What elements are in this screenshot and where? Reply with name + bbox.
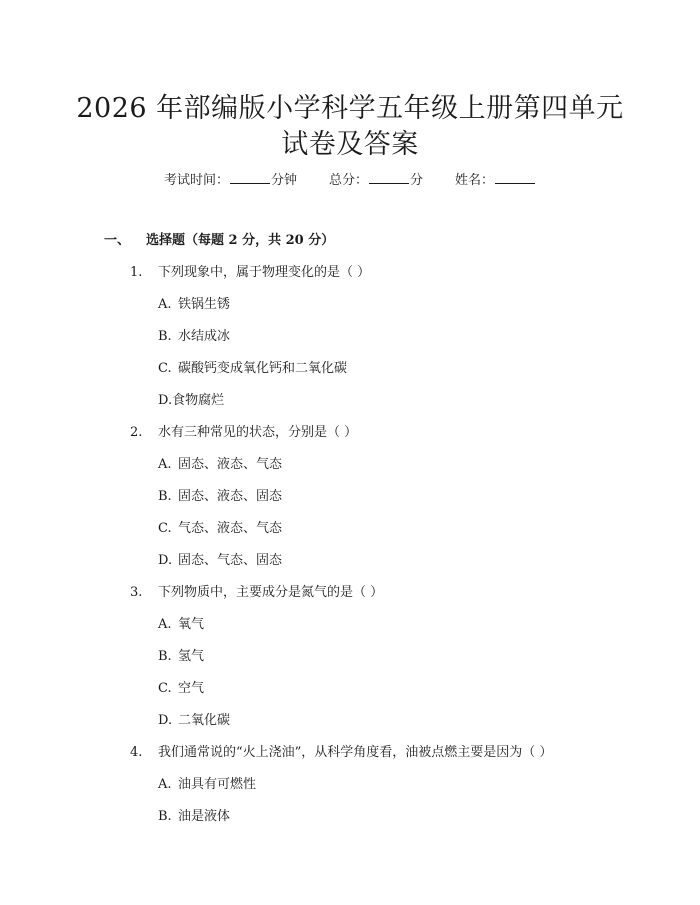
option-1b — [158, 325, 230, 344]
option-1d — [158, 389, 224, 408]
option-letter: D. — [158, 553, 173, 568]
name-blank — [495, 173, 535, 184]
section-heading — [104, 229, 334, 248]
option-letter: D. — [158, 713, 173, 728]
option-letter: C. — [158, 681, 172, 696]
question-text: 下列物质中，主要成分是氮气的是（ ） — [158, 585, 384, 600]
question-3 — [130, 581, 383, 600]
option-text: 铁锅生锈 — [178, 297, 231, 312]
option-letter: B. — [158, 329, 172, 344]
page-title: 2026 年部编版小学科学五年级上册第四单元 — [76, 93, 624, 124]
question-number: 2. — [130, 425, 143, 440]
option-letter: A. — [158, 617, 172, 632]
option-letter: A. — [158, 457, 172, 472]
option-letter: B. — [158, 649, 172, 664]
option-3b — [158, 645, 204, 664]
exam-info — [0, 169, 700, 188]
option-1c — [158, 357, 347, 376]
section-number: 一、 — [104, 233, 131, 248]
question-number: 1. — [130, 265, 143, 280]
exam-time-unit: 分钟 — [270, 173, 297, 188]
option-text: 氧气 — [178, 617, 205, 632]
question-text: 水有三种常见的状态，分别是（ ） — [158, 425, 358, 440]
option-text: 油具有可燃性 — [178, 777, 257, 792]
option-letter: C. — [158, 521, 172, 536]
question-number: 3. — [130, 585, 143, 600]
question-number: 4. — [130, 745, 143, 760]
option-text: 固态、液态、气态 — [178, 457, 283, 472]
option-text: 气态、液态、气态 — [178, 521, 283, 536]
question-1 — [130, 261, 370, 280]
option-3c — [158, 677, 204, 696]
option-letter: D. — [158, 393, 173, 408]
total-score-label: 总分： — [328, 173, 368, 188]
option-text: 食物腐烂 — [172, 393, 225, 408]
option-text: 油是液体 — [178, 809, 231, 824]
option-text: 固态、液态、固态 — [178, 489, 283, 504]
option-3d — [158, 709, 230, 728]
option-4b — [158, 805, 230, 824]
option-letter: A. — [158, 777, 172, 792]
option-letter: A. — [158, 297, 172, 312]
option-letter: B. — [158, 489, 172, 504]
option-1a — [158, 293, 230, 312]
total-score-field — [329, 169, 423, 188]
option-letter: B. — [158, 809, 172, 824]
option-text: 氢气 — [178, 649, 205, 664]
page-title-line2: 试卷及答案 — [281, 129, 419, 160]
name-label: 姓名： — [455, 173, 495, 188]
option-2a — [158, 453, 282, 472]
question-text: 我们通常说的“火上浇油”，从科学角度看，油被点燃主要是因为（ ） — [158, 745, 553, 760]
name-field — [455, 169, 536, 188]
section-title: 选择题（每题 2 分，共 20 分） — [146, 233, 335, 248]
option-text: 空气 — [178, 681, 205, 696]
total-score-unit: 分 — [410, 173, 424, 188]
option-letter: C. — [158, 361, 172, 376]
option-3a — [158, 613, 204, 632]
total-score-blank — [369, 173, 409, 184]
question-2 — [130, 421, 357, 440]
option-2c — [158, 517, 282, 536]
exam-time-label: 考试时间： — [163, 173, 229, 188]
option-2d — [158, 549, 282, 568]
option-text: 碳酸钙变成氧化钙和二氧化碳 — [178, 361, 348, 376]
option-text: 水结成冰 — [178, 329, 231, 344]
exam-time-blank — [230, 173, 270, 184]
option-4a — [158, 773, 256, 792]
exam-time-field — [164, 169, 297, 188]
option-text: 固态、气态、固态 — [178, 553, 283, 568]
option-text: 二氧化碳 — [178, 713, 231, 728]
question-4 — [130, 741, 552, 760]
option-2b — [158, 485, 282, 504]
question-text: 下列现象中，属于物理变化的是（ ） — [158, 265, 371, 280]
